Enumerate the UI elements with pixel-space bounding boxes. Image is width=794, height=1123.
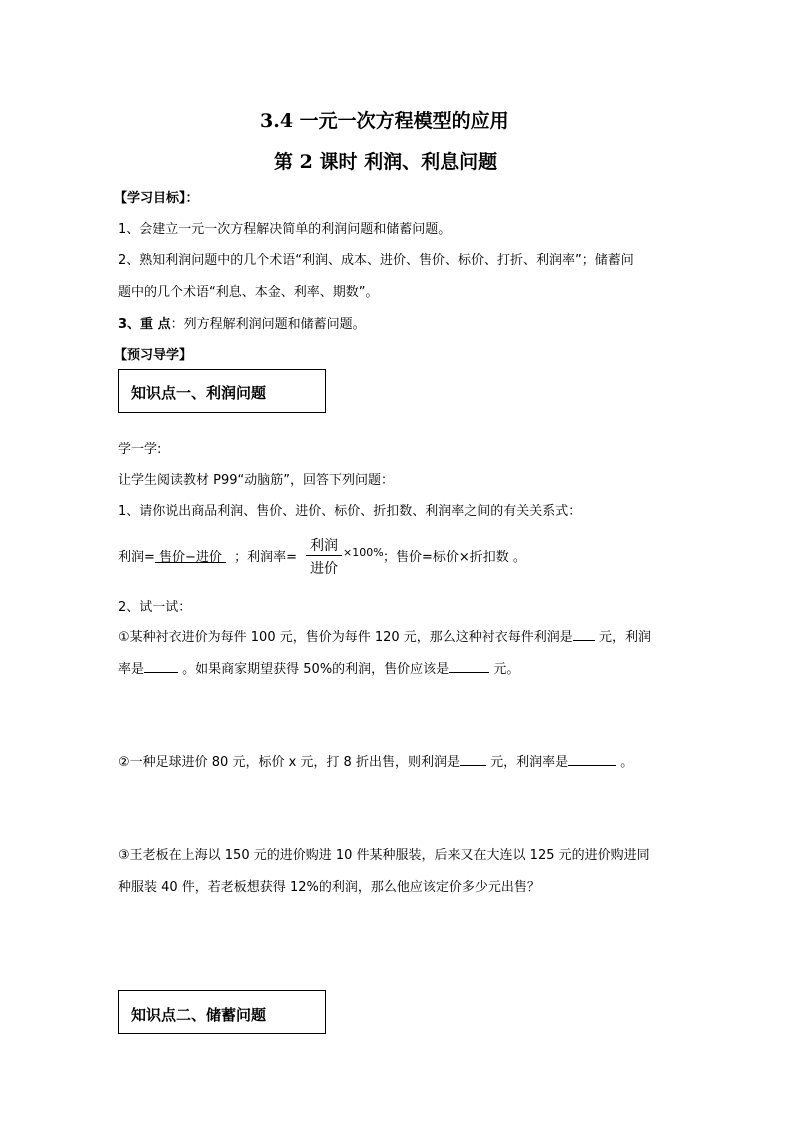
objective-1: 1、会建立一元一次方程解决简单的利润问题和储蓄问题。 [118,222,452,237]
intro-text: 让学生阅读教材 P99“动脑筋”，回答下列问题： [118,473,394,488]
objective-3 [118,313,366,332]
rate-suffix: ×100% [343,546,384,559]
question-1: 1、请你说出商品利润、售价、进价、标价、折扣数、利润率之间的有关关系式： [118,504,582,519]
knowledge-box-2-label: 知识点二、储蓄问题 [131,1006,267,1024]
question-2: 2、试一试： [118,600,192,615]
problem-2: ②一种足球进价 80 元，标价 x 元，打 8 折出售，则利润是 元，利润率是 。 [118,751,633,770]
objective-2-line2: 题中的几个术语“利息、本金、利率、期数”。 [118,285,379,300]
rate-prefix: ；利润率= [234,550,297,565]
answer-blank-rate[interactable] [144,659,178,673]
page-title: 3.4 一元一次方程模型的应用 [260,110,509,132]
fraction-numerator: 利润 [310,538,338,554]
objective-3-text: ：列方程解利润问题和储蓄问题。 [170,317,366,332]
preview-header: 【预习导学】 [114,348,193,363]
objectives-header: 【学习目标】： [114,191,199,206]
answer-blank-price[interactable] [449,659,489,673]
page-subtitle: 第 2 课时 利润、利息问题 [274,151,498,173]
problem-3-line2: 种服装 40 件，若老板想获得 12%的利润，那么他应该定价多少元出售？ [118,880,540,895]
profit-prefix: 利润= [118,550,155,565]
problem-1-line1: ①某种衬衣进价为每件 100 元，售价为每件 120 元，那么这种衬衣每件利润是 元，利润 [118,626,651,645]
profit-value: 售价−进价 [154,550,227,565]
answer-blank-ball-rate[interactable] [568,752,616,766]
price-formula: ；售价=标价×折扣数 。 [383,550,526,565]
learn-label: 学一学: [118,442,162,457]
objective-3-label: 3、重 点 [118,317,171,332]
answer-blank-ball-profit[interactable] [460,752,486,766]
objective-2-line1: 2、熟知利润问题中的几个术语“利润、成本、进价、售价、标价、打折、利润率”；储蓄问 [118,253,634,268]
fraction-bar [306,555,342,556]
knowledge-box-1 [118,369,326,413]
fraction-denominator: 进价 [310,561,338,577]
problem-3-line1: ③王老板在上海以 150 元的进价购进 10 件某种服装，后来又在大连以 125 元的进价购进同 [118,848,650,863]
knowledge-box-2 [118,990,326,1034]
problem-1-line2: 率是 。如果商家期望获得 50%的利润，售价应该是 元。 [118,658,519,677]
formula-row [118,546,297,565]
answer-blank-profit[interactable] [573,627,595,641]
knowledge-box-1-label: 知识点一、利润问题 [131,384,267,402]
